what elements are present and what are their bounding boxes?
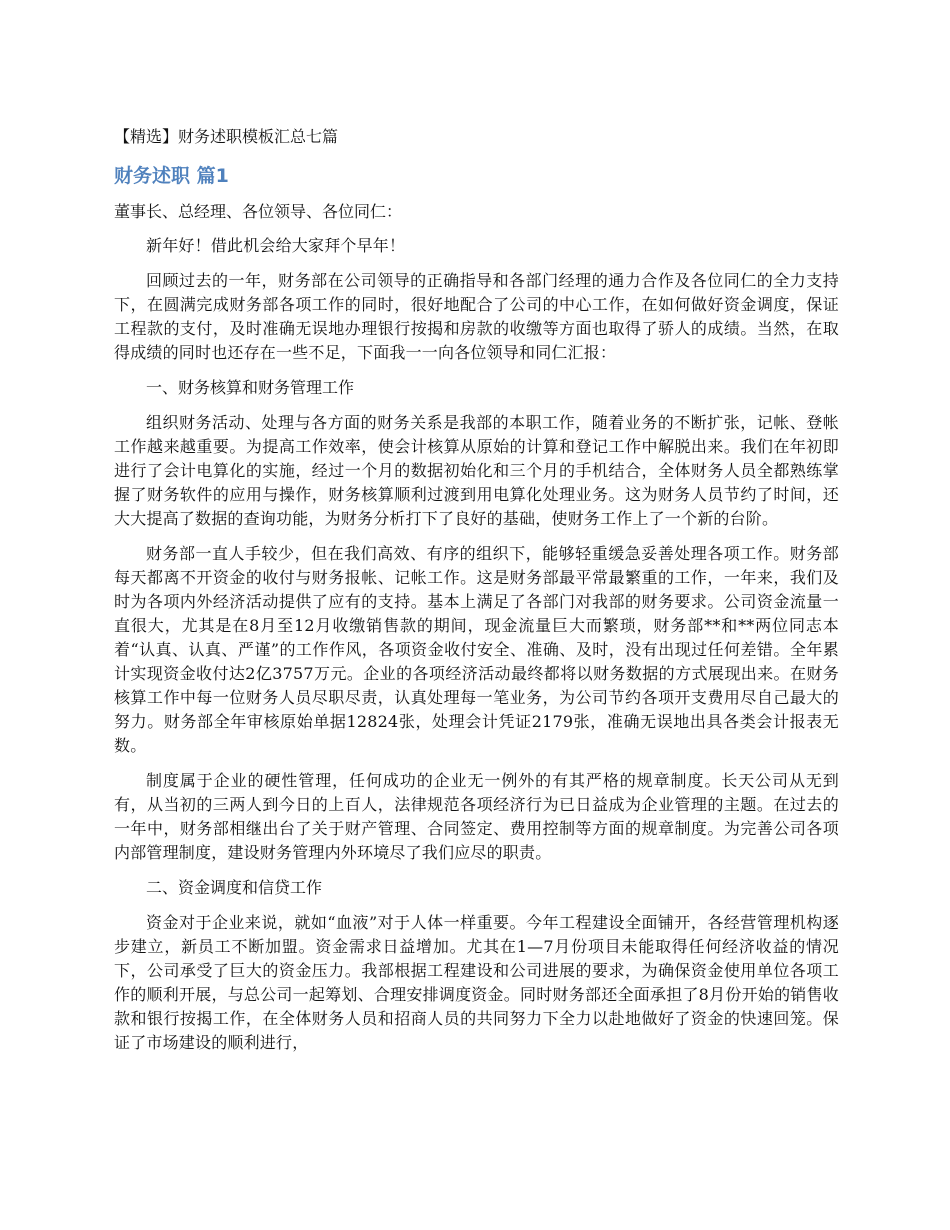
greeting-paragraph: 新年好！借此机会给大家拜个早年！: [146, 236, 406, 255]
body-paragraph: 财务部一直人手较少，但在我们高效、有序的组织下，能够轻重缓急妥善处理各项工作。财务部每天都离不开资金的收付与财务报帐、记帐工作。这是财务部最平常最繁重的工作，一年来，我们及时为各项内外经济活动提供了应有的支持。基本上满足了各部门对我部的财务要求。公司资金流量一直很大，尤其是在8月至12月收缴销售款的期间，现金流量巨大而繁琐，财务部**和**两位同志本着“认真、认真、严谨”的工作作风，各项资金收付安全、准确、及时，没有出现过任何差错。全年累计实现资金收付达2亿3757万元。企业的各项经济活动最终都将以财务数据的方式展现出来。在财务核算工作中每一位财务人员尽职尽责，认真处理每一笔业务，为公司节约各项开支费用尽自己最大的努力。财务部全年审核原始单据12824张，处理会计凭证2179张，准确无误地出具各类会计报表无数。: [114, 544, 839, 755]
body-paragraph: 组织财务活动、处理与各方面的财务关系是我部的本职工作，随着业务的不断扩张，记帐、登帐工作越来越重要。为提高工作效率，使会计核算从原始的计算和登记工作中解脱出来。我们在年初即进行了会计电算化的实施，经过一个月的数据初始化和三个月的手机结合，全体财务人员全都熟练掌握了财务软件的应用与操作，财务核算顺利过渡到用电算化处理业务。这为财务人员节约了时间，还大大提高了数据的查询功能，为财务分析打下了良好的基础，使财务工作上了一个新的台阶。: [114, 413, 839, 528]
intro-paragraph: 回顾过去的一年，财务部在公司领导的正确指导和各部门经理的通力合作及各位同仁的全力支持下，在圆满完成财务部各项工作的同时，很好地配合了公司的中心工作，在如何做好资金调度，保证工程款的支付，及时准确无误地办理银行按揭和房款的收缴等方面也取得了骄人的成绩。当然，在取得成绩的同时也还存在一些不足，下面我一一向各位领导和同仁汇报：: [114, 271, 839, 362]
body-paragraph: 资金对于企业来说，就如“血液”对于人体一样重要。今年工程建设全面铺开，各经营管理机构逐步建立，新员工不断加盟。资金需求日益增加。尤其在1—7月份项目未能取得任何经济收益的情况下，公司承受了巨大的资金压力。我部根据工程建设和公司进展的要求，为确保资金使用单位各项工作的顺利开展，与总公司一起筹划、合理安排调度资金。同时财务部还全面承担了8月份开始的销售收款和银行按揭工作，在全体财务人员和招商人员的共同努力下全力以赴地做好了资金的快速回笼。保证了市场建设的顺利进行，: [114, 913, 839, 1052]
body-paragraph: 制度属于企业的硬性管理，任何成功的企业无一例外的有其严格的规章制度。长天公司从无到有，从当初的三两人到今日的上百人，法律规范各项经济行为已日益成为企业管理的主题。在过去的一年中，财务部相继出台了关于财产管理、合同签定、费用控制等方面的规章制度。为完善公司各项内部管理制度，建设财务管理内外环境尽了我们应尽的职责。: [114, 771, 839, 862]
salutation: 董事长、总经理、各位领导、各位同仁：: [114, 202, 403, 221]
section-heading: 财务述职 篇1: [114, 165, 229, 187]
document-body: [114, 124, 839, 1066]
document-title: 【精选】财务述职模板汇总七篇: [114, 127, 339, 146]
subheading-funds: 二、资金调度和信贷工作: [146, 878, 323, 897]
subheading-accounting: 一、财务核算和财务管理工作: [146, 378, 355, 397]
